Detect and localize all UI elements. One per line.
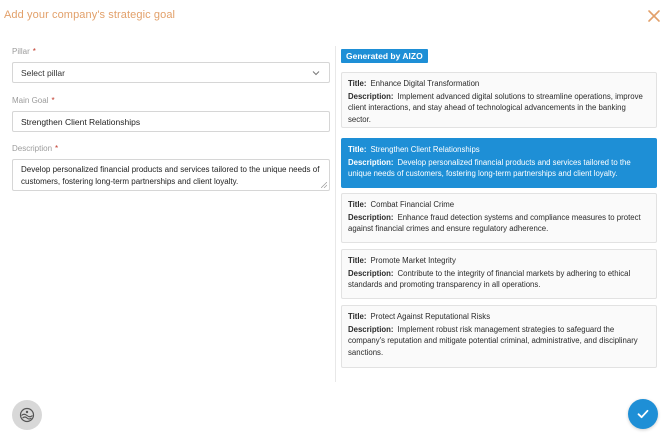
close-button[interactable] xyxy=(646,8,662,24)
description-textarea-value: Develop personalized financial products and services tailored to the unique needs of customers, fostering long-term partnerships and client loyalty. xyxy=(21,165,320,186)
card-description-label: Description: xyxy=(348,91,394,101)
card-description-label: Description: xyxy=(348,324,394,334)
generated-by-badge: Generated by AIZO xyxy=(341,49,428,63)
card-description: Develop personalized financial products and services tailored to the unique needs of customers, fostering long-term partnerships and client loyalty. xyxy=(348,157,631,178)
close-icon xyxy=(646,8,662,24)
ai-assistant-icon xyxy=(19,407,35,423)
description-textarea[interactable] xyxy=(12,159,330,191)
card-title: Combat Financial Crime xyxy=(370,200,455,209)
card-title-label: Title: xyxy=(348,79,367,88)
main-goal-field-group xyxy=(12,96,330,132)
card-description: Enhance fraud detection systems and compliance measures to protect against financial crimes and ensure regulatory adherence. xyxy=(348,212,641,233)
dialog-title: Add your company's strategic goal xyxy=(4,9,176,21)
suggestion-card-5[interactable] xyxy=(341,305,657,368)
ai-assistant-button[interactable] xyxy=(12,400,42,430)
card-title: Enhance Digital Transformation xyxy=(370,79,480,88)
suggestion-card-2[interactable] xyxy=(341,138,657,188)
confirm-button[interactable] xyxy=(628,399,658,429)
card-title: Promote Market Integrity xyxy=(370,256,456,265)
card-title: Strengthen Client Relationships xyxy=(370,145,480,154)
card-title-label: Title: xyxy=(348,256,367,265)
card-description: Contribute to the integrity of financial markets by adhering to ethical standards and promoting transparency in all operations. xyxy=(348,268,631,289)
card-description-label: Description: xyxy=(348,268,394,278)
pillar-select[interactable] xyxy=(12,62,330,83)
pane-divider xyxy=(335,46,336,382)
card-description-label: Description: xyxy=(348,212,394,222)
card-description: Implement robust risk management strategies to safeguard the company's reputation and mitigate potential criminal, administrative, and disciplinary sanctions. xyxy=(348,324,638,357)
chevron-down-icon xyxy=(311,68,321,78)
description-field-group xyxy=(12,144,330,191)
pillar-label: Pillar * xyxy=(12,47,36,56)
pillar-select-value: Select pillar xyxy=(21,67,65,78)
main-goal-label: Main Goal * xyxy=(12,96,55,105)
pillar-field-group xyxy=(12,47,330,83)
description-label: Description * xyxy=(12,144,59,153)
card-description: Implement advanced digital solutions to streamline operations, improve client interactions, and stay ahead of technological advancements in the banking sector. xyxy=(348,91,643,124)
card-title-label: Title: xyxy=(348,200,367,209)
card-title: Protect Against Reputational Risks xyxy=(370,312,491,321)
card-description-label: Description: xyxy=(348,157,394,167)
main-goal-input[interactable]: Strengthen Client Relationships xyxy=(12,111,330,132)
resize-grip-icon[interactable] xyxy=(321,182,327,188)
suggestion-card-3[interactable] xyxy=(341,193,657,243)
suggestion-card-4[interactable] xyxy=(341,249,657,299)
card-title-label: Title: xyxy=(348,312,367,321)
checkmark-icon xyxy=(636,407,650,421)
suggestions-panel xyxy=(341,46,657,357)
card-title-label: Title: xyxy=(348,145,367,154)
suggestion-card-1[interactable] xyxy=(341,72,657,128)
